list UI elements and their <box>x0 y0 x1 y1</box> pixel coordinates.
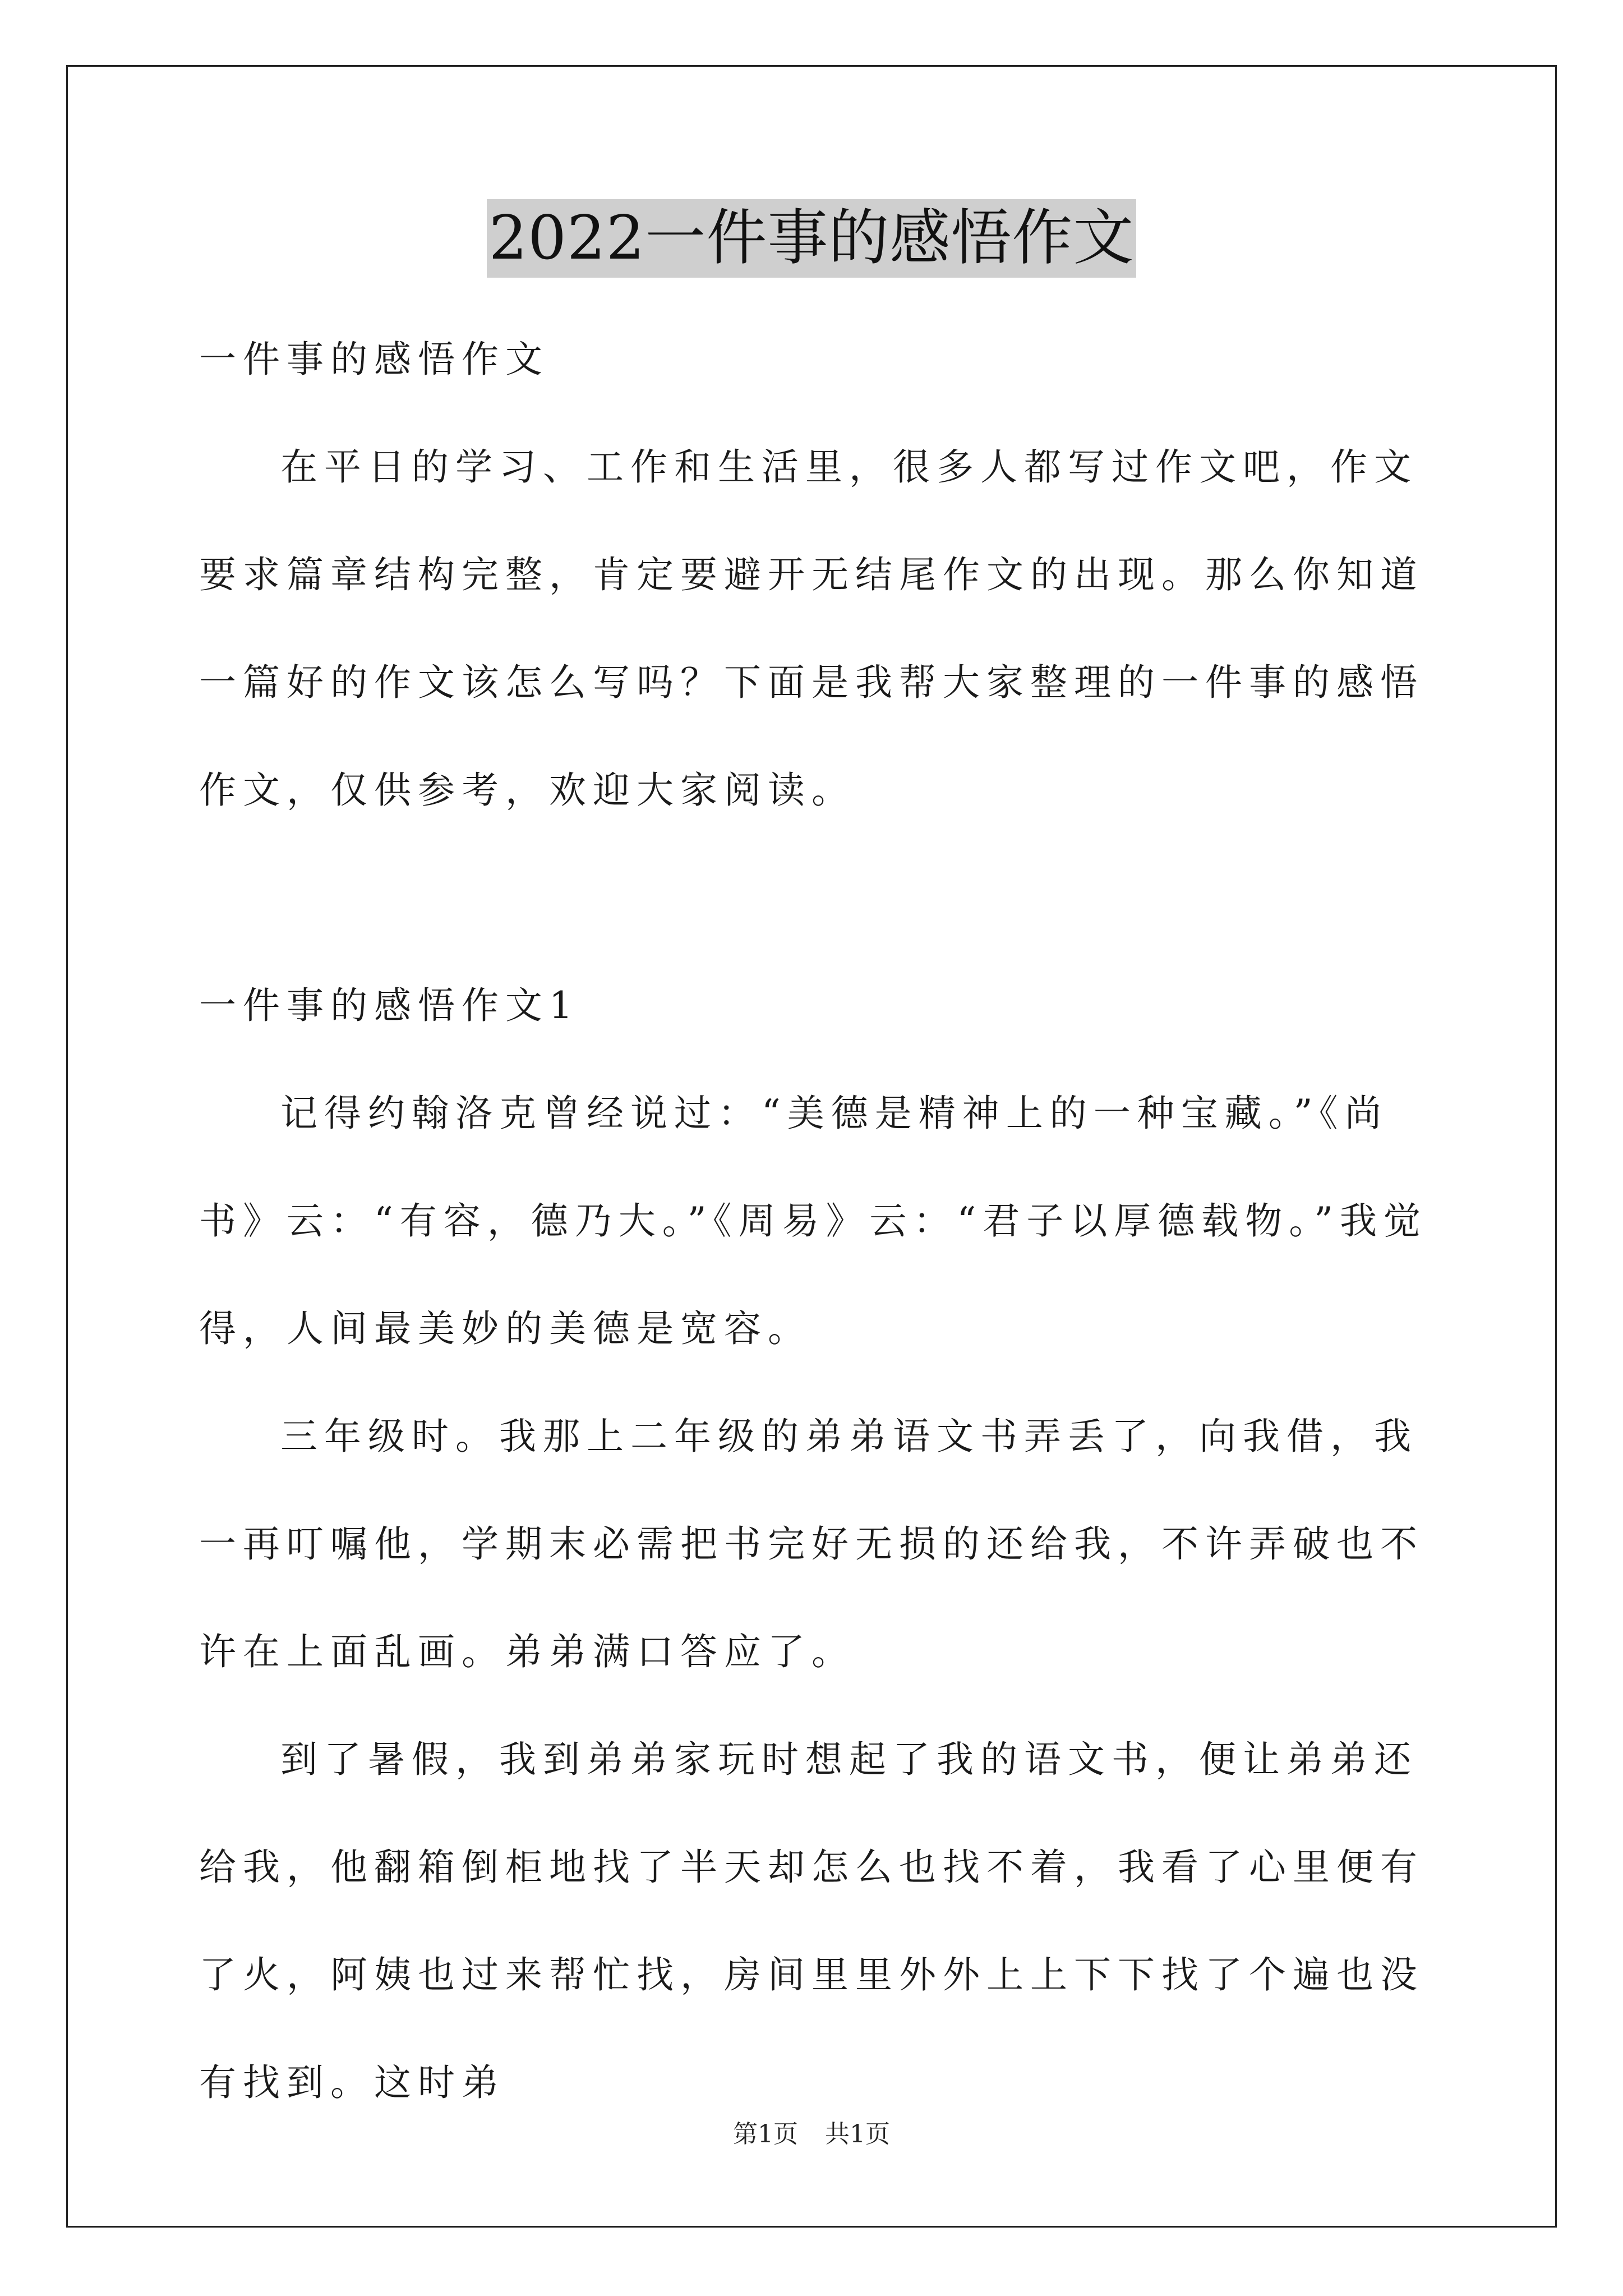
section-heading-essay-1: 一件事的感悟作文1 <box>199 984 579 1027</box>
page-number: 第1页 <box>733 2120 798 2148</box>
title-container <box>0 199 1623 278</box>
essay-paragraph-2: 三年级时。我那上二年级的弟弟语文书弄丢了，向我借，我一再叮嘱他，学期末必需把书完好无损的还给我，不许弄破也不许在上面乱画。弟弟满口答应了。 <box>199 1415 1424 1673</box>
document-title: 2022一件事的感悟作文 <box>487 199 1137 278</box>
page-footer <box>0 2118 1623 2151</box>
page-total: 共1页 <box>825 2120 890 2148</box>
paragraph-gap <box>199 844 1430 952</box>
essay-paragraph-1: 记得约翰洛克曾经说过：“美德是精神上的一种宝藏。”《尚书》云：“有容，德乃大。”《周易》云：“君子以厚德载物。”我觉得，人间最美妙的美德是宽容。 <box>199 1092 1427 1350</box>
intro-paragraph: 在平日的学习、工作和生活里，很多人都写过作文吧，作文要求篇章结构完整，肯定要避开无结尾作文的出现。那么你知道一篇好的作文该怎么写吗？下面是我帮大家整理的一件事的感悟作文，仅供参考，欢迎大家阅读。 <box>199 445 1424 812</box>
essay-paragraph-3: 到了暑假，我到弟弟家玩时想起了我的语文书，便让弟弟还给我，他翻箱倒柜地找了半天却怎么也找不着，我看了心里便有了火，阿姨也过来帮忙找，房间里里外外上上下下找了个遍也没有找到。这时弟 <box>199 1738 1424 2104</box>
section-heading-intro: 一件事的感悟作文 <box>199 338 549 381</box>
document-body <box>199 306 1430 2137</box>
